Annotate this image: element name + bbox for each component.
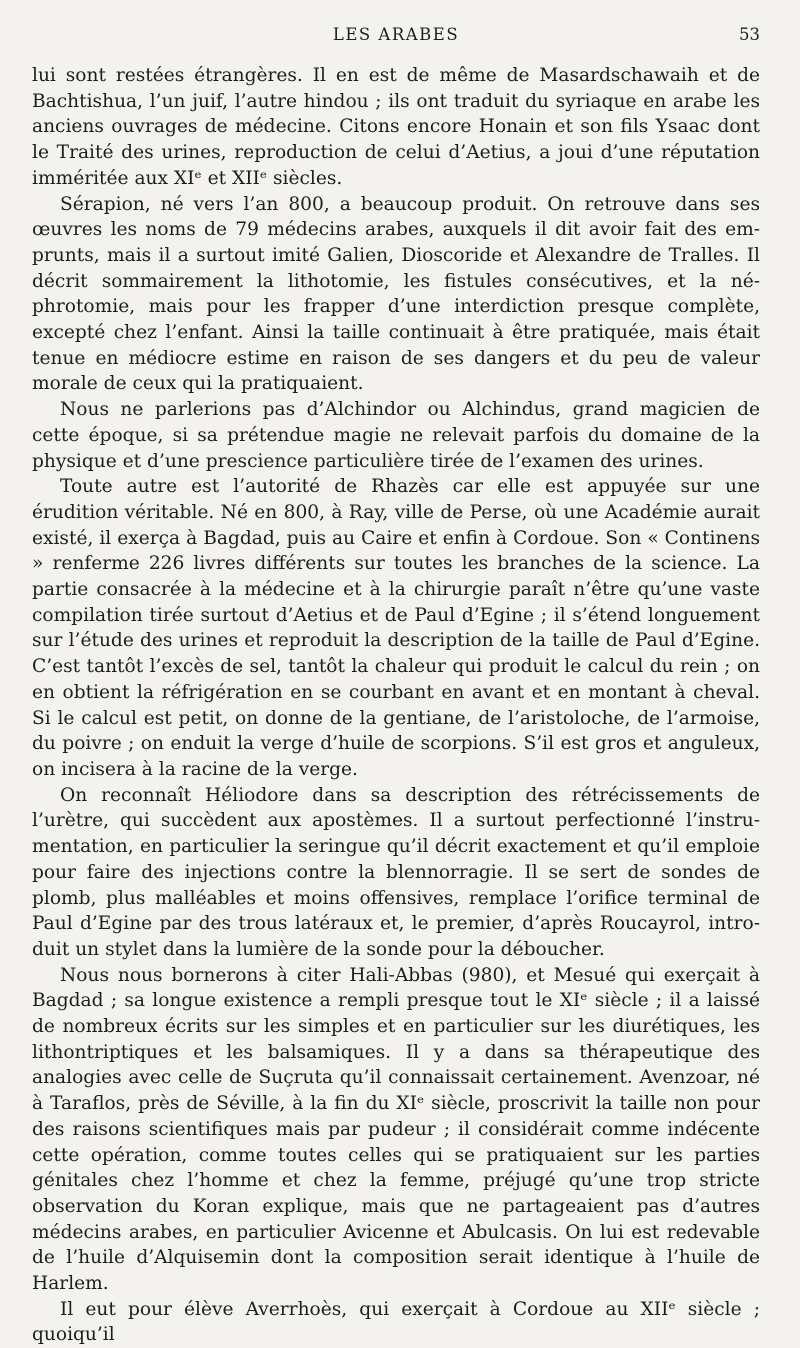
paragraph-4: Toute autre est l’autorité de Rhazès car elle est appuyée sur une érudition véritable. Né en 800, à Ray, ville de Perse, où une Académie aurait existé, il exerça à Bagdad, puis au Caire et enfin à Cordoue. Son « Continens » renferme 226 livres différents sur toutes les branches de la science. La partie consacrée à la médecine et à la chirurgie paraît n’être qu’une vaste compilation tirée surtout d’Aetius et de Paul d’Egine ; il s’étend longuement sur l’étude des urines et reproduit la description de la taille de Paul d’Egine. C’est tantôt l’excès de sel, tantôt la chaleur qui produit le calcul du rein ; on en obtient la réfrigération en se courbant en avant et en montant à cheval. Si le calcul est petit, on donne de la gentiane, de l’aristoloche, de l’armoise, du poivre ; on enduit la verge d’huile de scorpions. S’il est gros et anguleux, on incisera à la racine de la verge. — [32, 476, 760, 780]
running-title: LES ARABES — [332, 25, 460, 44]
paragraph-1: lui sont restées étrangères. Il en est de même de Masardschawaih et de Bachtishua, l’un juif, l’autre hindou ; ils ont traduit du syriaque en arabe les anciens ouvrages de médecine. Citons encore Honain et son fils Ysaac dont le Traité des urines, reproduction de celui d’Aetius, a joui d’une réputation imméritée aux XIᵉ et XIIᵉ siècles. — [32, 65, 760, 189]
paragraph-6: Nous nous bornerons à citer Hali-Abbas (980), et Mesué qui exerçait à Bagdad ; sa longue existence a rempli presque tout le XIᵉ siècle ; il a laissé de nombreux écrits sur les simples et en particulier sur les diurétiques, les lithontriptiques et les balsamiques. Il y a dans sa thérapeutique des analogies avec celle de Suçruta qu’il connaissait certainement. Avenzoar, né à Taraflos, près de Séville, à la fin du XIᵉ siècle, proscrivit la taille non pour des raisons scientifiques mais par pudeur ; il considérait comme indécente cette opération, comme toutes celles qui se pratiquaient sur les parties génitales chez l’homme et chez la femme, préjugé qu’une trop stricte observation du Koran explique, mais que ne partageaient pas d’autres médecins arabes, en particulier Avicenne et Abulcasis. On lui est redevable de l’huile d’Alquisemin dont la composition serait identique à l’huile de Harlem. — [32, 964, 760, 1295]
paragraph-7: Il eut pour élève Averrhoès, qui exerçait à Cordoue au XIIᵉ siècle ; quoiqu’il — [32, 1298, 760, 1346]
paragraph-2: Sérapion, né vers l’an 800, a beaucoup produit. On retrouve dans ses œuvres les noms de 79 médecins arabes, auxquels il dit avoir fait des emprunts, mais il a surtout imité Galien, Dioscoride et Alexandre de Tralles. Il décrit sommairement la lithotomie, les fistules consécutives, et la néphrotomie, mais pour les frapper d’une interdiction presque complète, excepté chez l’enfant. Ainsi la taille continuait à être pratiquée, mais était tenue en médiocre estime en raison de ses dangers et du peu de valeur morale de ceux qui la pratiquaient. — [32, 193, 760, 395]
running-header — [32, 25, 760, 49]
paragraph-3: Nous ne parlerions pas d’Alchindor ou Alchindus, grand magicien de cette époque, si sa prétendue magie ne relevait parfois du domaine de la physique et d’une prescience particulière tirée de l’examen des urines. — [32, 399, 760, 472]
body-text — [32, 63, 760, 1348]
page-number: 53 — [739, 25, 760, 44]
paragraph-5: On reconnaît Héliodore dans sa description des rétrécissements de l’urètre, qui succèdent aux apostèmes. Il a surtout perfectionné l’instrumentation, en particulier la seringue qu’il décrit exactement et qu’il emploie pour faire des injections contre la blennorragie. Il se sert de sondes de plomb, plus malléables et moins offensives, remplace l’orifice terminal de Paul d’Egine par des trous latéraux et, le premier, d’après Roucayrol, introduit un stylet dans la lumière de la sonde pour la déboucher. — [32, 784, 760, 960]
